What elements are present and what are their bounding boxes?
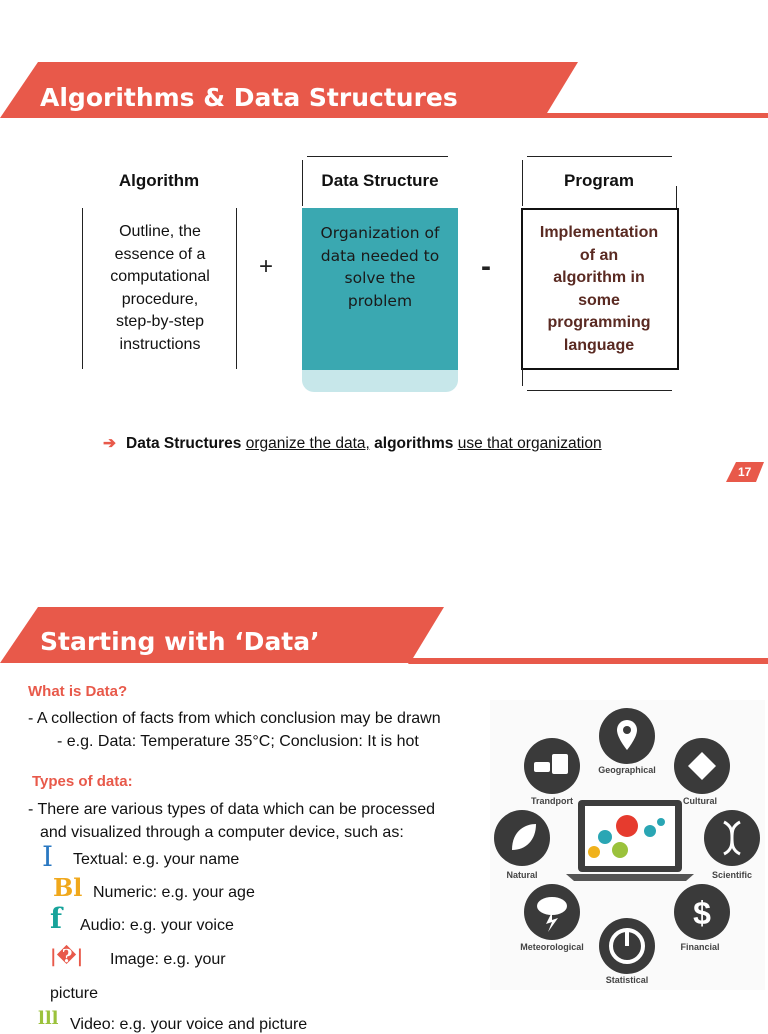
data-structure-line: problem — [347, 291, 413, 310]
pie-chart-icon — [599, 918, 655, 974]
algorithm-left-border — [82, 208, 83, 369]
video-icon: lll — [38, 1008, 59, 1029]
data-structure-heading: Data Structure — [321, 171, 439, 190]
program-line: of an — [579, 246, 619, 264]
data-types-diagram — [490, 700, 765, 990]
program-bottom-rule — [527, 390, 672, 391]
type-image-continued: picture — [50, 985, 99, 1002]
plus-operator: + — [259, 253, 274, 280]
type-textual: Textual: e.g. your name — [73, 851, 240, 868]
summary-organize: organize the data, — [245, 435, 370, 452]
program-line: programming — [547, 314, 651, 331]
svg-text:$: $ — [693, 895, 711, 931]
label-financial: Financial — [680, 942, 720, 952]
program-line: language — [563, 336, 635, 354]
types-of-data-heading: Types of data: — [32, 773, 133, 790]
program-heading: Program — [564, 171, 634, 190]
program-line: Implementation — [539, 224, 659, 241]
type-image: Image: e.g. your — [110, 951, 226, 968]
cloud-lightning-icon — [524, 884, 580, 940]
page-number: 17 — [738, 465, 752, 479]
label-statistical: Statistical — [605, 975, 649, 985]
arrow-icon: ➔ — [103, 435, 116, 452]
data-structure-line: data needed to — [320, 246, 440, 265]
data-structure-line: Organization of — [320, 224, 440, 242]
type-audio: Audio: e.g. your voice — [80, 917, 234, 934]
leaf-icon — [494, 810, 550, 866]
location-pin-icon — [599, 708, 655, 764]
label-meteorological: Meteorological — [520, 942, 584, 952]
type-video: Video: e.g. your voice and picture — [70, 1016, 308, 1033]
algorithm-line: computational — [110, 268, 210, 285]
label-natural: Natural — [506, 870, 538, 880]
audio-icon: f — [50, 902, 63, 935]
data-structure-line: solve the — [344, 269, 416, 287]
numeric-icon: Bl — [53, 873, 83, 902]
program-line: some — [578, 291, 620, 309]
label-geographical: Geographical — [598, 765, 656, 775]
program-left-border-top — [522, 160, 523, 206]
dna-icon — [704, 810, 760, 866]
algorithm-line: Outline, the — [119, 223, 201, 240]
program-line: algorithm in — [553, 269, 645, 286]
slide2-title: Starting with ‘Data’ — [40, 627, 320, 656]
algorithm-line: instructions — [119, 335, 201, 353]
program-left-border-bottom — [522, 368, 523, 386]
slide-title: Algorithms & Data Structures — [40, 83, 458, 112]
data-structure-box-footer — [302, 370, 458, 392]
summary-use-organization: use that organization — [457, 435, 602, 452]
label-transport: Trandport — [531, 796, 573, 806]
data-structure-left-border — [302, 160, 303, 206]
program-top-rule — [527, 156, 672, 157]
data-structure-top-rule — [307, 156, 448, 157]
image-icon: |�| — [50, 946, 84, 967]
label-scientific: Scientific — [711, 870, 753, 880]
what-is-data-heading: What is Data? — [28, 683, 128, 700]
textual-icon: I — [42, 840, 54, 873]
algorithm-heading: Algorithm — [118, 171, 200, 190]
algorithm-description — [84, 221, 236, 356]
what-is-data-line-2: - e.g. Data: Temperature 35°C; Conclusion: It is hot — [57, 733, 419, 750]
program-description — [523, 222, 675, 357]
algorithm-line: procedure, — [121, 290, 199, 308]
types-line-1: - There are various types of data which can be processed — [28, 801, 436, 818]
program-right-border-top — [676, 186, 677, 208]
label-cultural: Cultural — [682, 796, 718, 806]
minus-operator: - — [481, 250, 491, 283]
data-structure-description — [302, 222, 458, 312]
book-icon — [674, 738, 730, 794]
algorithm-line: essence of a — [114, 245, 206, 263]
laptop-gears-icon — [566, 800, 694, 881]
algorithm-line: step-by-step — [115, 313, 205, 330]
types-line-2: and visualized through a computer device, such as: — [40, 824, 404, 841]
summary-algorithms: algorithms — [374, 435, 454, 452]
what-is-data-line-1: - A collection of facts from which conclusion may be drawn — [28, 710, 441, 727]
type-numeric: Numeric: e.g. your age — [93, 884, 255, 901]
dollar-icon — [674, 884, 730, 940]
summary-data-structures: Data Structures — [126, 435, 242, 452]
summary-line — [103, 434, 602, 453]
algorithm-right-border — [236, 208, 237, 369]
car-bus-icon — [524, 738, 580, 794]
